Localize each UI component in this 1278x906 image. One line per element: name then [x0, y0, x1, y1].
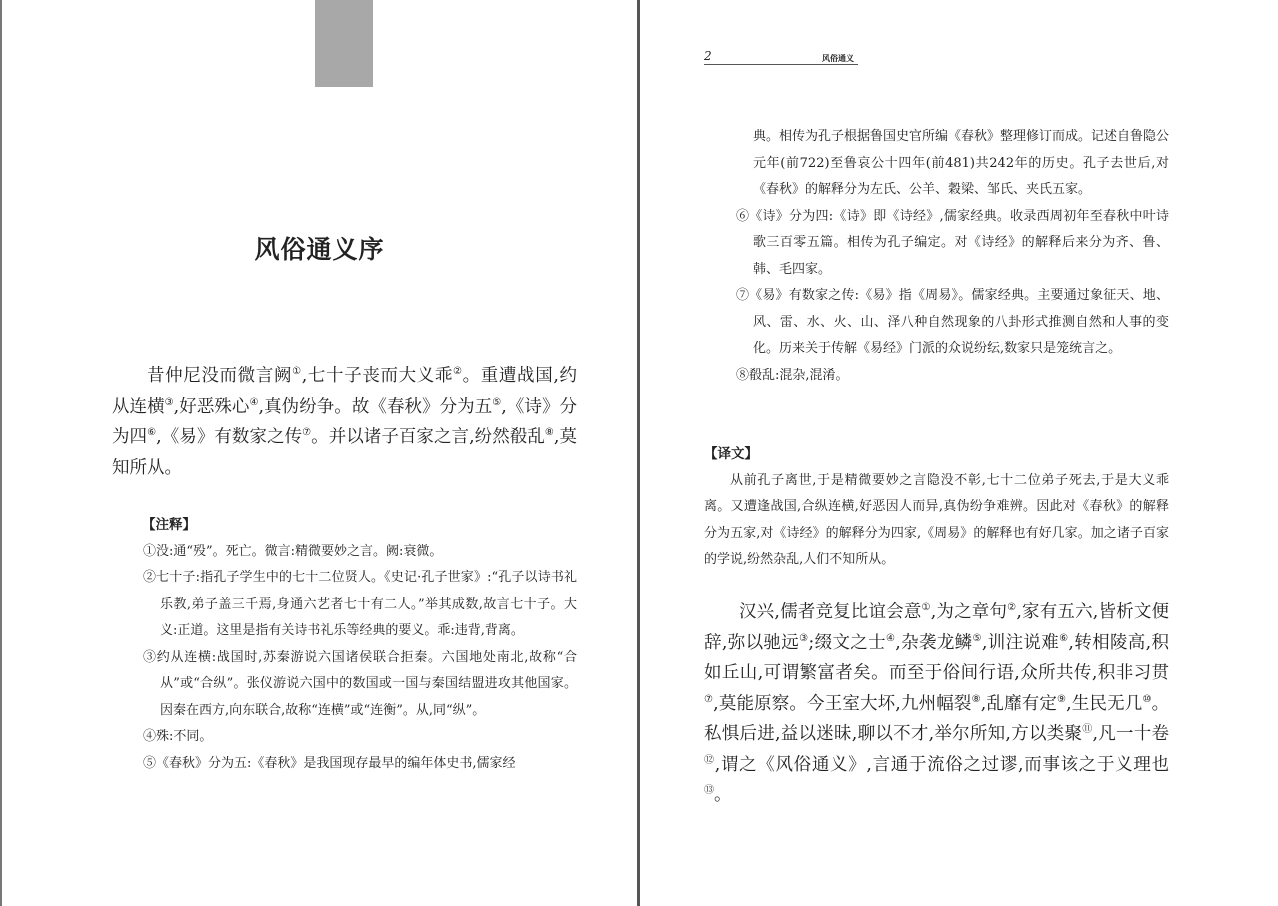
note-ref: ⑬	[704, 785, 714, 797]
text-run: ,训注说难	[981, 632, 1060, 653]
translation-heading: 【译文】	[704, 446, 758, 462]
note-ref: ②	[453, 366, 463, 378]
text-run: ,转相陵高,积如丘山,可谓繁富者矣。而至于俗间行语,众所共传,积非习贯	[704, 632, 1170, 683]
note-ref: ⑩	[1142, 693, 1152, 705]
note-item: ②七十子:指孔子学生中的七十二位贤人。《史记·孔子世家》:“孔子以诗书礼乐教,弟子盖三千焉,身通六艺者七十有二人。”举其成数,故言七十子。大义:正道。这里是指有关诗书礼乐等经典的要义。乖:违背,背离。	[143, 570, 577, 638]
note-item: ⑦《易》有数家之传:《易》指《周易》。儒家经典。主要通过象征天、地、风、雷、水、火、山、泽八种自然现象的八卦形式推测自然和人事的变化。历来关于传解《易经》门派的众说纷纭,数家只是笼统言之。	[736, 288, 1169, 356]
text-run: ,谓之《风俗通义》,言通于流俗之过谬,而事该之于义理也	[714, 754, 1170, 775]
note-ref: ④	[249, 396, 259, 408]
text-run: 。并以诸子百家之言,纷然殽乱	[311, 427, 545, 447]
text-run: ,莫知所从。	[112, 427, 578, 478]
note-ref: ①	[921, 602, 931, 614]
text-run: 。重遭战国,约从连横	[112, 366, 578, 417]
note-ref: ⑥	[147, 427, 157, 439]
text-run: ,莫能原察。今王室大坏,九州幅裂	[713, 693, 972, 714]
main-paragraph	[112, 361, 577, 483]
note-ref: ⑤	[492, 396, 502, 408]
text-run: ,七十子丧而大义乖	[301, 366, 454, 386]
notes-continued-section	[736, 124, 1169, 389]
translation-section	[704, 441, 1169, 574]
note-ref: ③	[799, 632, 809, 644]
text-run: ,《诗》分为四	[112, 396, 578, 447]
text-run: 。私惧后进,益以迷昧,聊以不才,举尔所知,方以类聚	[704, 693, 1170, 744]
running-title: 风俗通义	[822, 53, 854, 63]
notes-heading: 【注释】	[142, 517, 196, 533]
text-run: ,好恶殊心	[173, 396, 250, 417]
note-ref: ⑧	[544, 427, 554, 439]
page-number: 2	[704, 49, 712, 63]
note-item: ⑧殽乱:混杂,混淆。	[736, 367, 849, 383]
note-ref: ⑦	[704, 693, 714, 705]
text-run: 昔仲尼没而微言阙	[147, 366, 293, 386]
text-run: ,生民无几	[1066, 693, 1143, 714]
text-run: ,《易》有数家之传	[156, 427, 303, 447]
note-item: ④殊:不同。	[143, 729, 213, 744]
note-ref: ⑤	[972, 632, 982, 644]
text-run: ,真伪纷争。故《春秋》分为五	[258, 396, 493, 417]
note-ref: ①	[292, 366, 302, 378]
main-text-right	[704, 597, 1169, 811]
note-item: ③约从连横:战国时,苏秦游说六国诸侯联合拒秦。六国地处南北,故称“合从”或“合纵”。张仪游说六国中的数国或一国与秦国结盟进攻其他国家。因秦在西方,向东联合,故称“连横”或“连衡”。从,同“纵”。	[143, 649, 577, 718]
text-run: ,凡一十卷	[1092, 724, 1170, 744]
text-run: ,为之章句	[930, 602, 1008, 622]
translation-text: 从前孔子离世,于是精微要妙之言隐没不彰,七十二位弟子死去,于是大义乖离。又遭逢战国,合纵连横,好恶因人而异,真伪纷争难辨。因此对《春秋》的解释分为五家,对《诗经》的解释分为四家,《周易》的解释也有好几家。加之诸子百家的学说,纷然杂乱,人们不知所从。	[704, 472, 1169, 567]
text-run: ,乱靡有定	[980, 693, 1058, 714]
note-ref: ④	[885, 632, 896, 644]
text-run: ,家有五六,皆析文便辞,弥以驰远	[704, 602, 1170, 653]
note-ref: ⑥	[1059, 632, 1069, 644]
note-item: ⑥《诗》分为四:《诗》即《诗经》,儒家经典。收录西周初年至春秋中叶诗歌三百零五篇。相传为孔子编定。对《诗经》的解释后来分为齐、鲁、韩、毛四家。	[736, 208, 1169, 277]
left-page	[0, 0, 637, 906]
chapter-title: 风俗通义序	[254, 235, 385, 264]
note-item: ①没:通“殁”。死亡。微言:精微要妙之言。阙:衰微。	[143, 543, 443, 559]
note-ref: ⑦	[302, 427, 312, 439]
note-ref: ⑧	[971, 693, 981, 705]
text-run: 。	[714, 785, 732, 805]
note-ref: ②	[1007, 602, 1017, 614]
text-run: ;缀文之士	[808, 632, 886, 653]
notes-section	[143, 512, 577, 777]
note-item-continued: 典。相传为孔子根据鲁国史官所编《春秋》整理修订而成。记述自鲁隐公元年(前722)至鲁哀公十四年(前481)共242年的历史。孔子去世后,对《春秋》的解释分为左氏、公羊、穀梁、邹氏、夹氏五家。	[753, 129, 1170, 197]
text-run: ,杂袭龙鳞	[895, 632, 973, 653]
note-item: ⑤《春秋》分为五:《春秋》是我国现存最早的编年体史书,儒家经	[143, 755, 516, 771]
bookmark-tab	[315, 0, 373, 87]
note-ref: ⑪	[1082, 724, 1093, 736]
note-ref: ⑫	[704, 754, 715, 766]
main-paragraph	[704, 597, 1169, 811]
main-text	[112, 361, 577, 483]
note-ref: ⑨	[1057, 693, 1067, 705]
text-run: 汉兴,儒者竞复比谊会意	[739, 602, 922, 622]
note-ref: ③	[164, 396, 174, 408]
